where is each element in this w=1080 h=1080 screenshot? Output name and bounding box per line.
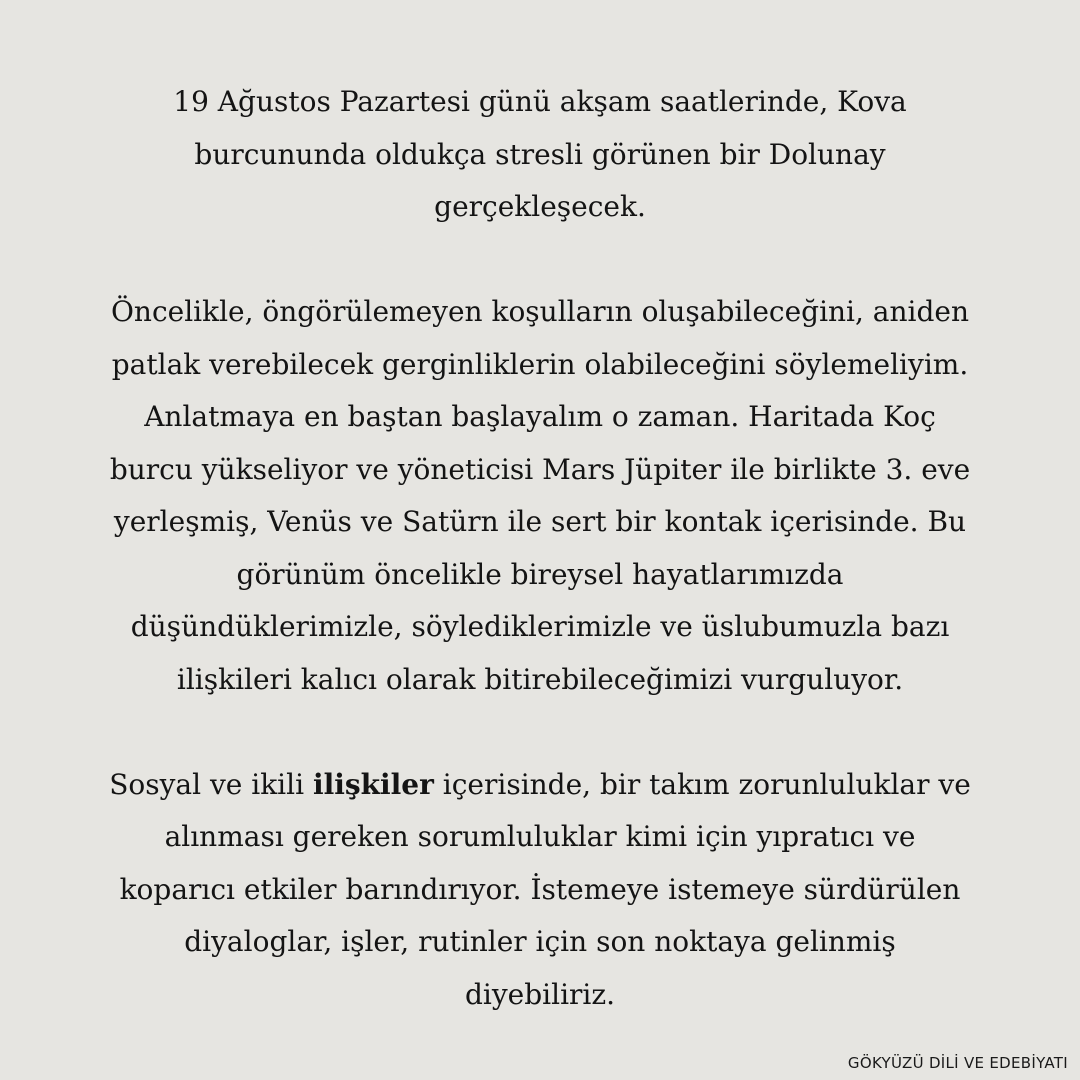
text-run: içerisinde, bir takım zorunluluklar ve [433, 767, 971, 801]
paragraph-intro [40, 76, 1040, 234]
text-line: koparıcı etkiler barındırıyor. İstemeye istemeye sürdürülen [119, 872, 961, 906]
paragraph-chart-analysis [40, 286, 1040, 706]
text-line: burcununda oldukça stresli görünen bir Dolunay [194, 137, 886, 171]
emphasized-word: ilişkiler [312, 767, 434, 801]
text-line: diyaloglar, işler, rutinler için son noktaya gelinmiş [184, 925, 896, 958]
text-line: görünüm öncelikle bireysel hayatlarımızda [236, 557, 844, 591]
text-line: ilişkileri kalıcı olarak bitirebileceğimizi vurguluyor. [176, 662, 904, 696]
brand-footer: GÖKYÜZÜ DİLİ VE EDEBİYATI [847, 1054, 1068, 1072]
text-line: 19 Ağustos Pazartesi günü akşam saatlerinde, Kova [173, 85, 907, 118]
text-line: Anlatmaya en baştan başlayalım o zaman. Haritada Koç [144, 400, 936, 433]
paragraph-spacer [40, 234, 1040, 287]
paragraph-relationships [40, 759, 1040, 1022]
text-line: yerleşmiş, Venüs ve Satürn ile sert bir kontak içerisinde. Bu [113, 505, 967, 538]
text-line: düşündüklerimizle, söylediklerimizle ve üslubumuzla bazı [130, 610, 950, 643]
paragraph-spacer [40, 706, 1040, 759]
text-line: alınması gereken sorumluluklar kimi için yıpratıcı ve [164, 820, 916, 853]
text-line: diyebiliriz. [464, 977, 616, 1011]
text-line-with-emphasis [40, 759, 1040, 812]
article-body [40, 76, 1040, 1021]
text-line: gerçekleşecek. [434, 190, 646, 223]
text-line: Öncelikle, öngörülemeyen koşulların oluşabileceğini, aniden [110, 295, 970, 328]
text-run: Sosyal ve ikili [109, 767, 313, 801]
text-line: burcu yükseliyor ve yöneticisi Mars Jüpiter ile birlikte 3. eve [109, 452, 971, 486]
text-line: patlak verebilecek gerginliklerin olabileceğini söylemeliyim. [111, 347, 969, 381]
